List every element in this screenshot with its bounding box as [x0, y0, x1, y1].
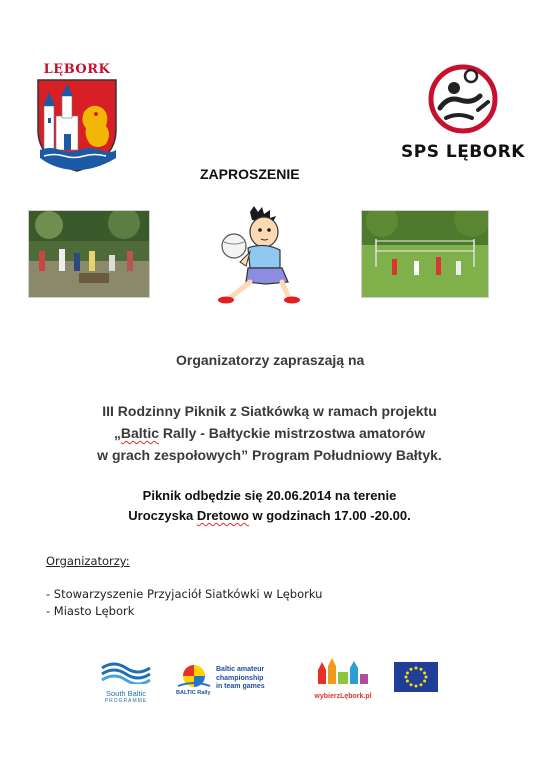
baltic-rally-ball-icon [176, 662, 212, 692]
organizers-heading: Organizatorzy: [46, 554, 130, 568]
volleyball-player-emblem-icon [400, 62, 526, 136]
sps-lebork-logo [400, 62, 526, 162]
south-baltic-text: South Baltic [105, 689, 147, 698]
volleyball-kid-illustration [206, 206, 306, 306]
wybierz-text: wybierzLębork.pl [314, 693, 372, 700]
club-logo-text: SPS LĘBORK [401, 142, 525, 162]
eu-flag [394, 662, 438, 692]
eu-flag-icon [394, 662, 438, 692]
wybierz-lebork-logo [312, 656, 374, 700]
city-label: LĘBORK [43, 62, 111, 77]
details-line-2-rest: w godzinach 17.00 -20.00. [248, 508, 411, 523]
south-baltic-waves-icon [96, 660, 156, 684]
south-baltic-programme: PROGRAMME [104, 698, 148, 704]
picnic-photo-right [361, 210, 489, 298]
picnic-photo-left [28, 210, 150, 298]
picnic-photo-left-image [29, 211, 149, 297]
event-line-3: w grach zespołowych” Program Południowy Bałtyk. [97, 447, 442, 463]
event-line-2-prefix: „ [113, 425, 121, 441]
lebork-coat-of-arms [34, 62, 120, 174]
organizers-list [46, 586, 322, 620]
event-details [60, 486, 479, 526]
details-line-2-word: Dretowo [196, 508, 249, 523]
organizer-item: - Stowarzyszenie Przyjaciół Siatkówki w Lęborku [46, 587, 323, 601]
event-line-2 [40, 422, 499, 444]
details-line-2-prefix: Uroczyska [128, 508, 197, 523]
organizer-item: - Miasto Lębork [46, 604, 135, 618]
kid-bumping-volleyball-icon [206, 206, 306, 306]
south-baltic-logo [96, 660, 156, 704]
baltic-rally-text [216, 666, 265, 692]
event-line-2-rest: Rally - Bałtyckie mistrzostwa amatorów [159, 425, 426, 441]
town-skyline-icon [312, 656, 374, 686]
invitation-title: ZAPROSZENIE [200, 166, 300, 182]
baltic-rally-logo [176, 660, 292, 702]
details-line-2 [60, 506, 479, 526]
event-line-2-word: Baltic [120, 425, 160, 441]
baltic-rally-line-3: in team games [216, 683, 265, 690]
coat-of-arms-shield [34, 78, 120, 173]
picnic-photo-right-image [362, 211, 488, 297]
baltic-rally-line-1: Baltic amateur [216, 666, 265, 673]
baltic-rally-line-2: championship [216, 674, 264, 682]
baltic-rally-mark: BALTIC Rally [176, 690, 211, 696]
event-description [40, 400, 499, 466]
details-line-1: Piknik odbędzie się 20.06.2014 na terenie [142, 488, 397, 503]
intro-line: Organizatorzy zapraszają na [176, 352, 365, 368]
event-line-1: III Rodzinny Piknik z Siatkówką w ramach projektu [102, 403, 437, 419]
